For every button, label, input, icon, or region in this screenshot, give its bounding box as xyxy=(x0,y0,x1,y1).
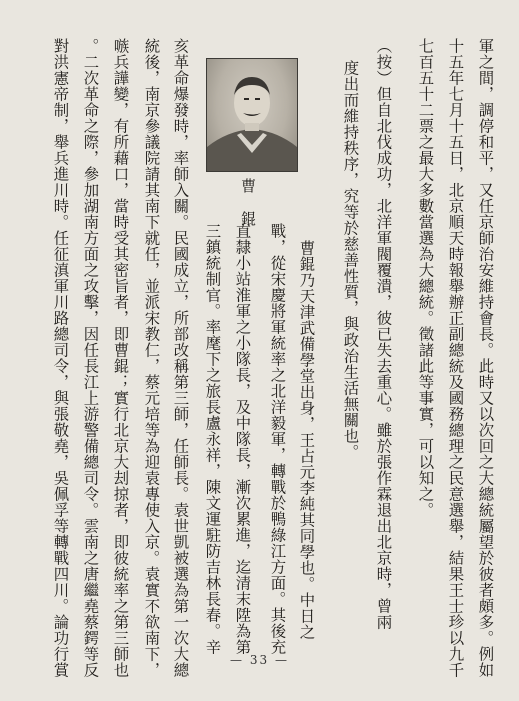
text-column: 度出而維持秩序，究等於慈善性質，與政治生活無關也。 xyxy=(341,60,360,460)
text-column: （按）但自北伐成功，北洋軍閥覆潰，彼已失去重心。雖於張作霖退出北京時，曾兩 xyxy=(374,38,393,630)
page-number: — 33 — xyxy=(230,653,289,667)
text-column: 三鎮統制官。率麾下之旅長盧永祥，陳文運駐防吉林長春。辛 xyxy=(203,223,222,655)
portrait-figure xyxy=(207,59,297,171)
text-column: 。二次革命之際，參加湖南方面之攻擊，因任長江上游警備總司令。雲南之唐繼堯蔡鍔等反 xyxy=(81,38,100,678)
text-column: 七百五十二票之最大多數當選為大總統。徵諸此等事實，可以知之。 xyxy=(416,38,435,518)
text-column: 曹錕乃天津武備學堂出身，王占元李純其同學也。中日之 xyxy=(297,240,316,640)
portrait-photo xyxy=(206,58,298,172)
text-column: 統後，南京參議院請其南下就任，並派宋教仁，蔡元培等為迎袁專使入京。袁實不欲南下， xyxy=(142,38,161,678)
text-column: 軍之間，調停和平，又任京師治安維持會長。此時又以次回之大總統屬望於彼者頗多。例如 xyxy=(476,38,495,678)
text-column: 亥革命爆發時，率師入關。民國成立，所部改稱第三師，任師長。袁世凱被選為第一次大總 xyxy=(171,38,190,678)
text-column: 直隸小站淮軍之小隊長，及中隊長，漸次累進，迄清末陞為第 xyxy=(233,223,252,655)
text-column: 戰，從宋慶將軍統率之北洋毅軍，轉戰於鴨綠江方面。其後充 xyxy=(268,223,287,655)
text-column: 嗾兵譁變，有所藉口，當時受其密旨者，即曹錕；實行北京大刦掠者，即彼統率之第三師也 xyxy=(111,38,130,678)
photo-caption: 曹錕 xyxy=(239,178,257,244)
text-column: 十五年七月十五日，北京順天時報舉辦正副總統及國務總理之民意選舉，結果王士珍以九千 xyxy=(446,38,465,678)
text-column: 對洪憲帝制，舉兵進川時。任征滇軍川路總司令，與張敬堯，吳佩孚等轉戰四川。論功行賞 xyxy=(51,38,70,678)
